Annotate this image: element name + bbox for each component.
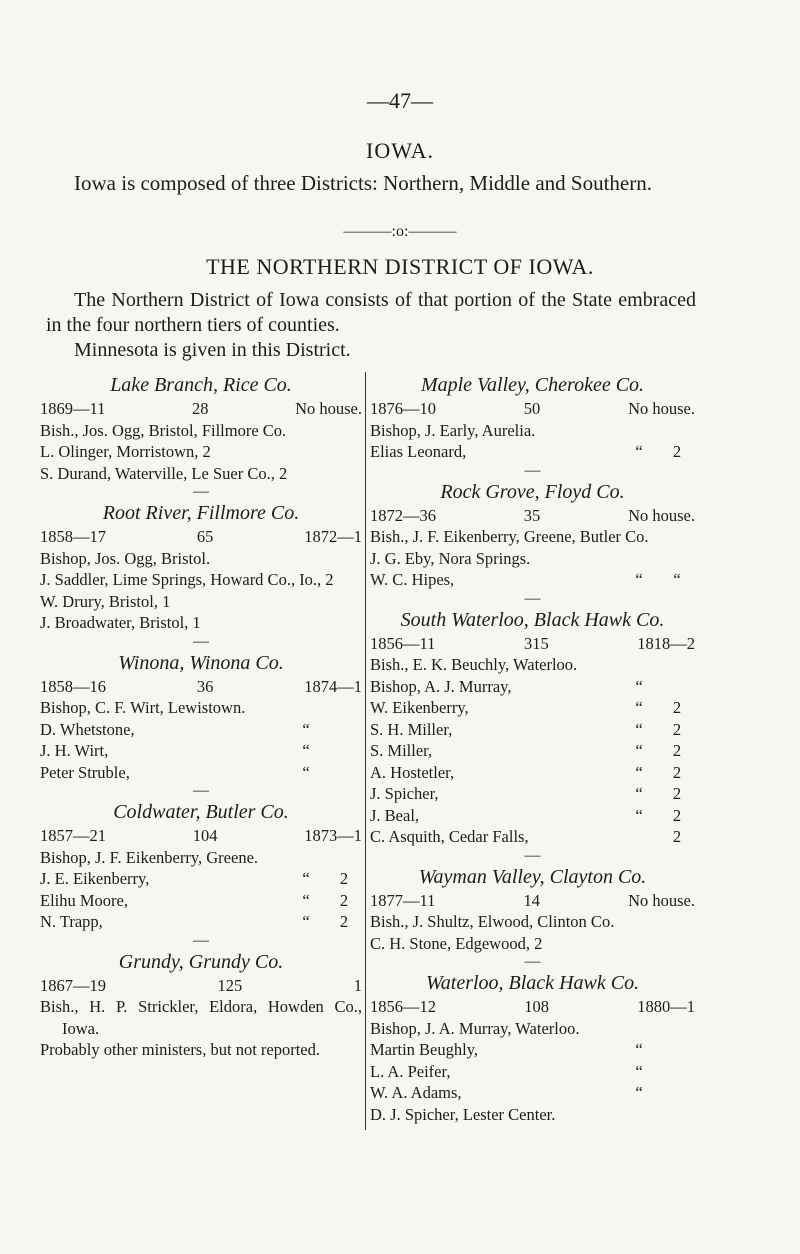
minister-row [40, 719, 362, 741]
minister-number [659, 1061, 695, 1083]
minister-number [326, 719, 362, 741]
divider: ———:o:——— [343, 223, 457, 240]
stat-members: 125 [217, 975, 243, 995]
minister-row [40, 911, 362, 933]
minister-number: 2 [672, 784, 682, 803]
ditto-mark: “ [635, 1040, 643, 1059]
ditto-mark: “ [635, 570, 643, 589]
stat-house: No house. [628, 505, 695, 525]
ditto-mark: “ [302, 869, 310, 888]
separator: — [524, 461, 541, 479]
minister-name: J. Spicher, [370, 784, 439, 803]
congregation-stats [40, 676, 362, 698]
congregation-stats [370, 890, 695, 912]
separator: — [193, 483, 209, 500]
stat-house: 1873—1 [304, 826, 362, 845]
congregation-stats [370, 633, 695, 655]
congregation-title: Lake Branch, Rice Co. [110, 374, 292, 396]
section-intro-paragraph: Minnesota is given in this District. [74, 339, 351, 361]
minister-line: J. Broadwater, Bristol, 1 [40, 613, 201, 632]
stat-house: No house. [628, 890, 695, 910]
minister-line: C. H. Stone, Edgewood, 2 [370, 933, 543, 953]
section-intro [46, 288, 696, 363]
ditto-mark: “ [635, 762, 643, 782]
stat-house: No house. [295, 399, 362, 418]
minister-row [40, 868, 362, 890]
congregation-stats [40, 825, 362, 847]
minister-row [370, 676, 695, 698]
minister-number: 2 [672, 442, 682, 461]
stat-members: 104 [192, 826, 218, 845]
separator: — [193, 782, 209, 799]
minister-number: 2 [339, 890, 349, 910]
congregation-title: Grundy, Grundy Co. [118, 950, 284, 973]
section-intro-paragraph: The Northern District of Iowa consists of that portion of the State embraced in the four northern tiers of counties. [46, 289, 696, 336]
stat-members: 28 [191, 399, 209, 418]
stat-year: 1857—21 [40, 826, 106, 845]
minister-name: N. Trapp, [40, 912, 103, 931]
congregation-title: Wayman Valley, Clayton Co. [418, 865, 647, 888]
minister-row [370, 697, 695, 719]
minister-name: W. C. Hipes, [370, 570, 455, 589]
minister-line: Bish., Jos. Ogg, Bristol, Fillmore Co. [40, 420, 287, 440]
minister-row [40, 740, 362, 762]
minister-number: 2 [672, 762, 682, 782]
stat-house: 1874—1 [304, 676, 362, 696]
ditto-mark: “ [635, 741, 643, 760]
congregation-south-waterloo [370, 607, 695, 848]
ditto-mark: “ [635, 719, 643, 739]
minister-line: S. Durand, Waterville, Le Suer Co., 2 [40, 463, 288, 483]
minister-line: Bish., H. P. Strickler, Eldora, Howden Co., Iowa. [40, 997, 362, 1038]
ditto-mark: “ [635, 805, 643, 825]
minister-row [40, 890, 362, 912]
stat-year: 1869—11 [40, 399, 106, 418]
stat-house: 1818—2 [637, 633, 695, 653]
minister-name: Elias Leonard, [370, 442, 467, 461]
minister-name: Peter Struble, [40, 762, 130, 782]
minister-line: J. Saddler, Lime Springs, Howard Co., Io., 2 [40, 570, 334, 589]
congregation-maple-valley [370, 372, 695, 463]
congregation-grundy [40, 949, 362, 1061]
congregation-stats [370, 505, 695, 527]
stat-members: 108 [524, 997, 549, 1016]
minister-line: Bishop, Jos. Ogg, Bristol. [40, 548, 211, 568]
stat-members: 315 [523, 633, 549, 653]
minister-line: L. Olinger, Morristown, 2 [40, 442, 211, 461]
minister-name: S. Miller, [370, 741, 433, 760]
page-number: —47— [367, 88, 433, 113]
congregation-wayman-valley [370, 864, 695, 955]
minister-name: S. H. Miller, [370, 719, 453, 739]
stat-year: 1876—10 [370, 399, 436, 418]
minister-number [326, 740, 362, 762]
minister-name: C. Asquith, Cedar Falls, [370, 827, 529, 846]
minister-line: W. Drury, Bristol, 1 [40, 591, 171, 611]
minister-number [659, 1039, 695, 1061]
minister-line: Bish., J. F. Eikenberry, Greene, Butler Co. [370, 527, 649, 546]
minister-row [370, 1082, 695, 1104]
minister-number [659, 676, 695, 698]
minister-number: 2 [339, 912, 349, 931]
stat-year: 1856—11 [370, 633, 436, 653]
minister-name: A. Hostetler, [370, 762, 455, 782]
minister-row [40, 762, 362, 784]
column-divider [365, 372, 366, 1130]
note-line: Probably other ministers, but not reported. [40, 1040, 320, 1059]
congregation-title: Rock Grove, Floyd Co. [440, 480, 625, 503]
minister-row [370, 441, 695, 463]
minister-name: J. Beal, [370, 805, 420, 825]
congregation-title: South Waterloo, Black Hawk Co. [400, 608, 665, 631]
ditto-mark: “ [635, 442, 643, 461]
minister-line: Bishop, J. A. Murray, Waterloo. [370, 1018, 580, 1038]
separator: — [193, 632, 209, 650]
section-heading: THE NORTHERN DISTRICT OF IOWA. [206, 254, 594, 279]
minister-line: Bishop, J. Early, Aurelia. [370, 420, 536, 440]
minister-row [370, 783, 695, 805]
minister-line: Bish., J. Shultz, Elwood, Clinton Co. [370, 912, 615, 931]
stat-year: 1867—19 [40, 975, 106, 995]
ditto-mark: “ [302, 912, 310, 931]
ditto-mark [619, 826, 659, 848]
minister-row [370, 805, 695, 827]
minister-row [370, 762, 695, 784]
stat-members: 50 [523, 399, 541, 418]
minister-number [659, 1082, 695, 1104]
minister-line: D. J. Spicher, Lester Center. [370, 1104, 556, 1124]
separator: — [193, 931, 209, 949]
minister-name: W. Eikenberry, [370, 698, 469, 717]
congregation-stats [40, 526, 362, 548]
congregation-rock-grove [370, 479, 695, 591]
minister-row [370, 740, 695, 762]
minister-line: Bishop, J. F. Eikenberry, Greene. [40, 847, 259, 867]
congregation-title: Root River, Fillmore Co. [102, 502, 300, 524]
stat-members: 35 [523, 505, 541, 525]
congregation-title: Waterloo, Black Hawk Co. [425, 972, 640, 994]
minister-line: Bish., E. K. Beuchly, Waterloo. [370, 655, 578, 674]
minister-number [326, 762, 362, 784]
minister-name: Bishop, A. J. Murray, [370, 676, 512, 696]
congregation-coldwater [40, 799, 362, 933]
ditto-mark: “ [302, 762, 310, 782]
ditto-mark: “ [302, 719, 310, 739]
minister-name: J. H. Wirt, [40, 741, 109, 760]
minister-name: L. A. Peifer, [370, 1061, 451, 1081]
congregation-stats [40, 398, 362, 420]
minister-number: 2 [672, 719, 682, 739]
minister-number: 2 [672, 698, 682, 717]
stat-year: 1856—12 [370, 997, 436, 1016]
page-title: IOWA. [366, 138, 434, 163]
minister-line: J. G. Eby, Nora Springs. [370, 548, 531, 568]
stat-year: 1877—11 [370, 890, 436, 910]
congregation-waterloo [370, 970, 695, 1125]
minister-row [370, 826, 695, 848]
minister-number: 2 [339, 869, 349, 888]
right-column [370, 372, 695, 1125]
minister-name: W. A. Adams, [370, 1083, 462, 1102]
stat-house: 1872—1 [304, 527, 362, 546]
stat-house: 1 [353, 975, 362, 995]
minister-name: J. E. Eikenberry, [40, 869, 150, 888]
minister-number: 2 [672, 805, 682, 825]
minister-name: D. Whetstone, [40, 719, 135, 739]
congregation-title: Maple Valley, Cherokee Co. [420, 374, 645, 396]
ditto-mark: “ [635, 698, 643, 717]
congregation-title: Coldwater, Butler Co. [113, 801, 289, 823]
congregation-title: Winona, Winona Co. [118, 651, 284, 674]
congregation-stats [40, 975, 362, 997]
ditto-mark: “ [635, 784, 643, 803]
intro-paragraph: Iowa is composed of three Districts: Northern, Middle and Southern. [74, 171, 652, 195]
minister-name: Elihu Moore, [40, 890, 128, 910]
congregation-lake-branch [40, 372, 362, 484]
ditto-mark: “ [302, 890, 310, 910]
minister-number: 2 [672, 741, 682, 760]
minister-row [370, 1039, 695, 1061]
stat-year: 1872—36 [370, 505, 436, 525]
stat-year: 1858—16 [40, 676, 106, 696]
congregation-root-river [40, 500, 362, 634]
stat-year: 1858—17 [40, 527, 106, 546]
stat-house: 1880—1 [637, 997, 695, 1016]
ditto-mark: “ [635, 1061, 643, 1081]
congregation-stats [370, 398, 695, 420]
congregation-stats [370, 996, 695, 1018]
minister-line: Bishop, C. F. Wirt, Lewistown. [40, 698, 246, 717]
ditto-mark: “ [635, 1083, 643, 1102]
stat-members: 36 [196, 676, 214, 696]
stat-house: No house. [628, 399, 695, 418]
separator: — [524, 953, 541, 970]
left-column [40, 372, 362, 1061]
minister-number: “ [673, 570, 681, 589]
stat-members: 14 [523, 890, 540, 910]
ditto-mark: “ [302, 741, 310, 760]
ditto-mark: “ [635, 676, 643, 696]
minister-row [370, 719, 695, 741]
minister-row [370, 569, 695, 591]
minister-number: 2 [672, 827, 682, 846]
congregation-winona [40, 650, 362, 784]
stat-members: 65 [196, 527, 214, 546]
separator: — [524, 589, 541, 607]
minister-name: Martin Beughly, [370, 1040, 478, 1059]
separator: — [524, 846, 541, 864]
minister-row [370, 1061, 695, 1083]
